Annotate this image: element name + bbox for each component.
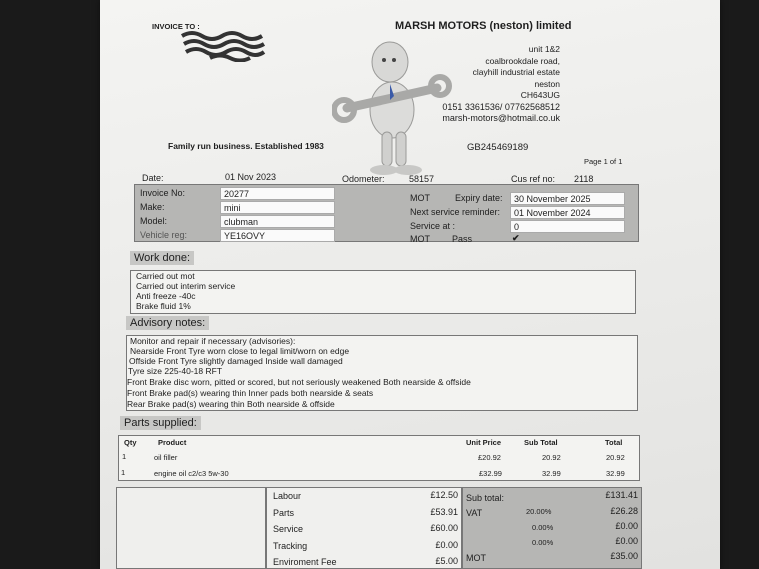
redacted-customer-name [180, 28, 275, 62]
work-line: Carried out interim service [136, 281, 236, 291]
company-email: marsh-motors@hotmail.co.uk [442, 113, 560, 123]
charge-label: Service [273, 524, 304, 534]
row-total: 20.92 [606, 453, 625, 462]
expiry-label: Expiry date: [455, 193, 503, 203]
subtotal-value: £131.41 [605, 490, 638, 500]
make-field: mini [220, 201, 335, 214]
subtotal-label: Sub total: [466, 493, 505, 503]
value-row3: £0.00 [615, 521, 638, 531]
charge-label: Enviroment Fee [273, 557, 337, 567]
date-value: 01 Nov 2023 [225, 172, 277, 182]
company-address [430, 44, 560, 125]
work-line: Brake fluid 1% [136, 301, 191, 311]
charge-value: £5.00 [435, 556, 458, 566]
charge-value: £0.00 [435, 540, 458, 550]
invoice-no-label: Invoice No: [140, 188, 186, 198]
next-service-label: Next service reminder: [410, 207, 501, 217]
charge-value: £12.50 [430, 490, 458, 500]
rate-row3: 0.00% [532, 523, 554, 532]
notes-box [116, 487, 266, 569]
col-total: Total [605, 438, 623, 447]
mot-pass-label: MOT [410, 234, 430, 244]
row-qty: 1 [121, 468, 126, 477]
vat-label: VAT [466, 508, 483, 518]
charge-value: £60.00 [430, 523, 458, 533]
row-unit-price: £20.92 [478, 453, 501, 462]
address-line: CH643UG [520, 90, 560, 100]
invoice-to-label: INVOICE TO : [152, 22, 200, 31]
charge-label: Labour [273, 491, 302, 501]
invoice-no-field: 20277 [220, 187, 335, 200]
tagline: Family run business. Established 1983 [168, 141, 324, 151]
advisory-line: Offside Front Tyre slightly damaged Inside wall damaged [129, 356, 343, 366]
row-total: 32.99 [606, 469, 625, 478]
odometer-label: Odometer: [342, 174, 385, 184]
vat-value: £26.28 [610, 506, 638, 516]
col-product: Product [158, 438, 187, 447]
row-product: oil filler [154, 453, 178, 462]
model-field: clubman [220, 215, 335, 228]
invoice-paper [100, 0, 720, 569]
address-line: neston [534, 78, 560, 89]
work-line: Carried out mot [136, 271, 195, 281]
date-label: Date: [142, 173, 164, 183]
next-service-field: 01 November 2024 [510, 206, 625, 219]
address-line: unit 1&2 [528, 44, 560, 54]
vat-rate: 20.00% [526, 507, 552, 516]
advisory-line: Front Brake disc worn, pitted or scored, but not seriously weakened Both nearside & offside [127, 377, 471, 387]
expiry-field: 30 November 2025 [510, 192, 625, 205]
model-label: Model: [140, 216, 168, 226]
advisory-line: Monitor and repair if necessary (advisories): [130, 336, 296, 346]
col-unit-price: Unit Price [466, 438, 502, 447]
cus-ref-label: Cus ref no: [511, 174, 556, 184]
reg-label: Vehicle reg: [140, 230, 188, 240]
pass-check-icon: ✔ [512, 233, 520, 243]
pass-label: Pass [452, 234, 473, 244]
work-done-heading: Work done: [130, 251, 194, 265]
charge-label: Parts [273, 508, 295, 518]
col-qty: Qty [124, 438, 137, 447]
reg-field: YE16OVY [220, 229, 335, 242]
rate-row4: 0.00% [532, 538, 554, 547]
row-sub-total: 32.99 [542, 469, 561, 478]
advisory-line: Nearside Front Tyre worn close to legal limit/worn on edge [130, 346, 350, 356]
value-row4: £0.00 [615, 536, 638, 546]
row-product: engine oil c2/c3 5w-30 [154, 469, 229, 478]
row-unit-price: £32.99 [479, 469, 502, 478]
address-line: coalbrookdale road, [485, 55, 560, 66]
advisory-line: Front Brake pad(s) wearing thin Inner pads both nearside & seats [127, 388, 374, 398]
col-sub-total: Sub Total [524, 438, 558, 447]
address-line: clayhill industrial estate [472, 67, 560, 77]
advisory-line: Tyre size 225-40-18 RFT [128, 366, 223, 376]
mot-fee-value: £35.00 [610, 551, 638, 561]
odometer-value: 58157 [409, 174, 435, 184]
row-qty: 1 [122, 452, 127, 461]
service-at-label: Service at : [410, 221, 456, 231]
vat-number: GB245469189 [467, 142, 529, 153]
page-number: Page 1 of 1 [584, 157, 623, 166]
cus-ref-value: 2118 [574, 174, 594, 184]
advisory-line: Rear Brake pad(s) wearing thin Both nearside & offside [127, 399, 335, 409]
parts-heading: Parts supplied: [120, 416, 201, 430]
company-name: MARSH MOTORS (neston) limited [395, 20, 572, 32]
company-phone: 0151 3361536/ 07762568512 [442, 101, 560, 112]
row-sub-total: 20.92 [542, 453, 561, 462]
charge-label: Tracking [273, 541, 308, 551]
make-label: Make: [140, 202, 165, 212]
work-line: Anti freeze -40c [136, 291, 196, 301]
work-done-box [130, 270, 636, 314]
service-at-field: 0 [510, 220, 625, 233]
mot-label: MOT [410, 193, 430, 203]
advisory-heading: Advisory notes: [126, 316, 209, 330]
mot-fee-label: MOT [466, 553, 486, 563]
charge-value: £53.91 [430, 507, 458, 517]
